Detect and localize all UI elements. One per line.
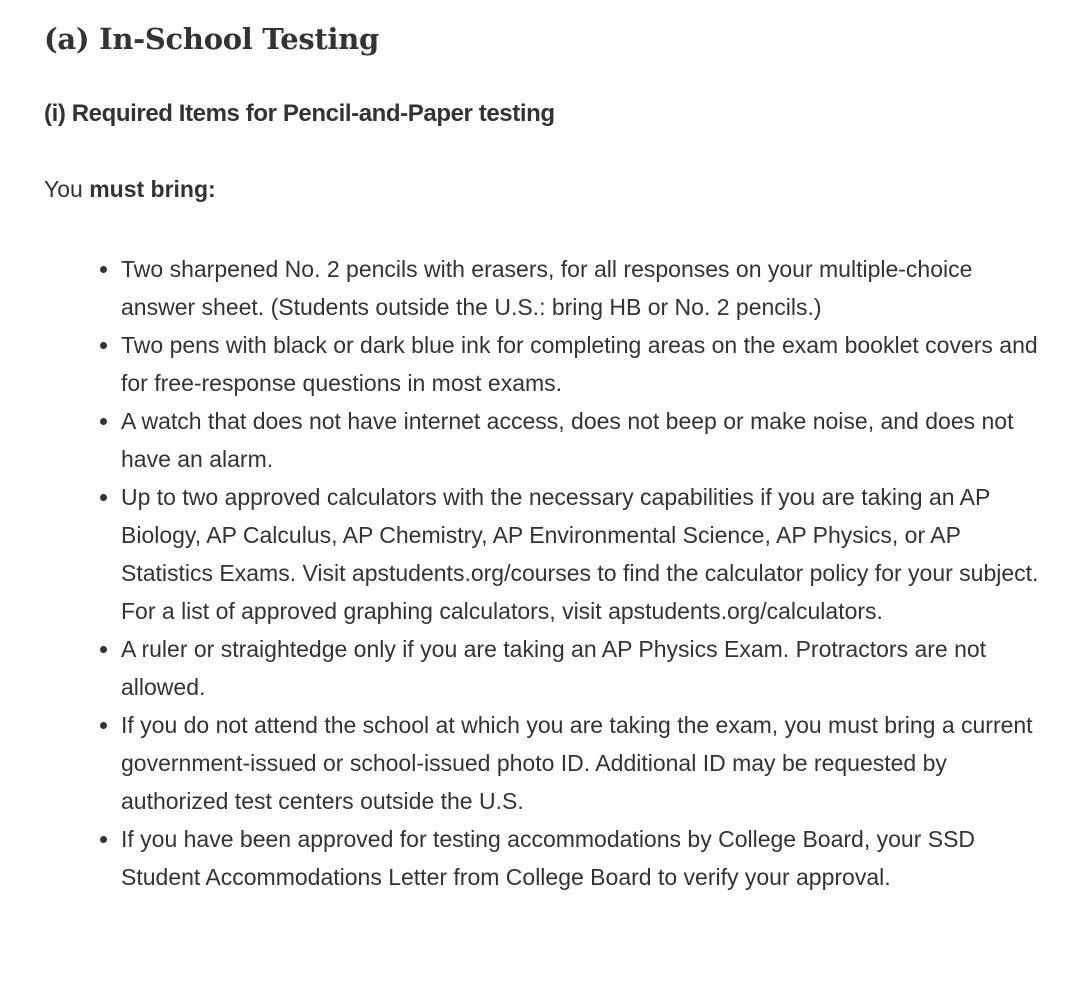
required-items-list xyxy=(44,250,1044,896)
list-item-text: If you do not attend the school at which you are taking the exam, you must bring a current government-issued or school-issued photo ID. Additional ID may be requested by authorized test centers outside the U.S. xyxy=(121,712,1033,814)
list-item-text: Two pens with black or dark blue ink for completing areas on the exam booklet covers and for free-response questions in most exams. xyxy=(121,332,1038,396)
intro-text xyxy=(44,176,216,203)
bullet-icon xyxy=(100,342,107,349)
list-item xyxy=(44,630,1044,706)
list-item-text: A ruler or straightedge only if you are taking an AP Physics Exam. Protractors are not allowed. xyxy=(121,636,987,700)
bullet-icon xyxy=(100,494,107,501)
bullet-icon xyxy=(100,836,107,843)
intro-emphasis: must bring: xyxy=(89,176,216,202)
intro-prefix: You xyxy=(44,176,90,202)
bullet-icon xyxy=(100,646,107,653)
list-item xyxy=(44,402,1044,478)
subsection-heading: (i) Required Items for Pencil-and-Paper testing xyxy=(44,100,555,127)
list-item-text: If you have been approved for testing accommodations by College Board, your SSD Student Accommodations Letter from College Board to verify your approval. xyxy=(121,826,976,890)
list-item xyxy=(44,250,1044,326)
list-item-text: Up to two approved calculators with the necessary capabilities if you are taking an AP Biology, AP Calculus, AP Chemistry, AP Environmental Science, AP Physics, or AP Statistics Exams. Visit apstudents.org/courses to find the calculator policy for your subject. For a list of approved graphing calculators, visit apstudents.org/calculators. xyxy=(121,484,1039,624)
list-item-text: A watch that does not have internet access, does not beep or make noise, and does not have an alarm. xyxy=(121,408,1014,472)
list-item xyxy=(44,478,1044,630)
list-item xyxy=(44,706,1044,820)
bullet-icon xyxy=(100,266,107,273)
list-item-text: Two sharpened No. 2 pencils with erasers, for all responses on your multiple-choice answer sheet. (Students outside the U.S.: bring HB or No. 2 pencils.) xyxy=(121,256,973,320)
section-heading: (a) In-School Testing xyxy=(44,22,380,56)
bullet-icon xyxy=(100,418,107,425)
bullet-icon xyxy=(100,722,107,729)
list-item xyxy=(44,326,1044,402)
list-item xyxy=(44,820,1044,896)
